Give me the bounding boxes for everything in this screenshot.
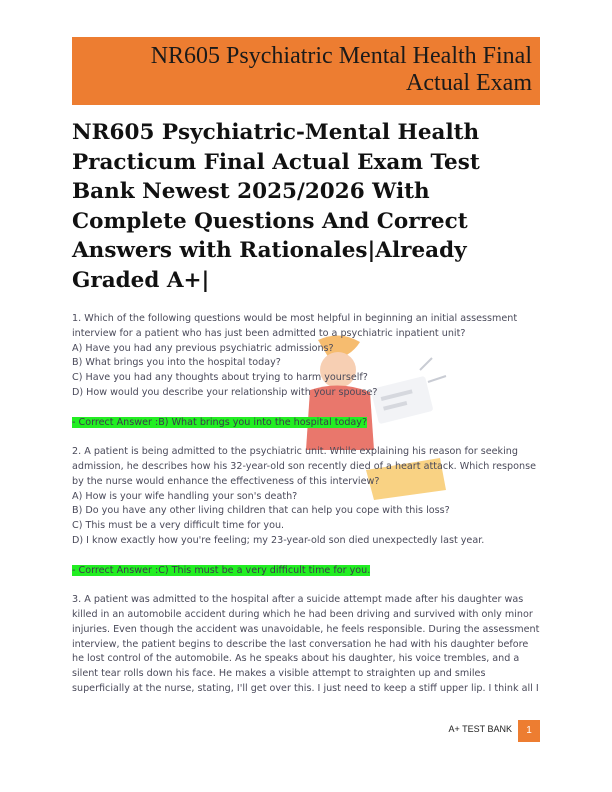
page-number: 1 bbox=[518, 720, 540, 742]
header-banner bbox=[72, 37, 540, 105]
correct-answer: - Correct Answer :C) This must be a very difficult time for you. bbox=[72, 564, 371, 576]
option-c: C) Have you had any thoughts about trying to harm yourself? bbox=[72, 372, 368, 384]
footer-label: A+ TEST BANK bbox=[448, 724, 512, 734]
option-c: C) This must be a very difficult time for you. bbox=[72, 520, 285, 532]
header-title-line1: NR605 Psychiatric Mental Health Final bbox=[150, 43, 532, 69]
option-b: B) What brings you into the hospital today? bbox=[72, 357, 281, 369]
option-d: D) I know exactly how you're feeling; my 23-year-old son died unexpectedly last year. bbox=[72, 534, 485, 546]
question-3 bbox=[72, 593, 542, 697]
question-1 bbox=[72, 312, 542, 445]
option-a: A) How is your wife handling your son's death? bbox=[72, 490, 298, 502]
header-title-line2: Actual Exam bbox=[406, 70, 532, 96]
correct-answer: - Correct Answer :B) What brings you into the hospital today? bbox=[72, 416, 368, 428]
document-title: NR605 Psychiatric-Mental Health Practicum Final Actual Exam Test Bank Newest 2025/2026 With Complete Questions And Correct Answers with Rationales|Already Graded A+| bbox=[72, 120, 480, 293]
question-stem: 1. Which of the following questions would be most helpful in beginning an initial assessment interview for a patient who has just been admitted to a psychiatric inpatient unit? bbox=[72, 313, 518, 339]
question-list bbox=[72, 312, 542, 697]
option-d: D) How would you describe your relationship with your spouse? bbox=[72, 386, 378, 398]
option-b: B) Do you have any other living children that can help you cope with this loss? bbox=[72, 505, 450, 517]
question-stem: 2. A patient is being admitted to the psychiatric unit. While explaining his reason for seeking admission, he describes how his 32-year-old son recently died of a heart attack. Which response by the nurse would enhance the effectiveness of this interview? bbox=[72, 446, 536, 487]
question-2 bbox=[72, 445, 542, 593]
option-a: A) Have you had any previous psychiatric admissions? bbox=[72, 342, 334, 354]
question-stem: 3. A patient was admitted to the hospital after a suicide attempt made after his daughter was killed in an automobile accident during which he had been driving and survived with only minor injuries. Even though the accident was unavoidable, he feels responsible. During the assessment interview, the patient begins to describe the last conversation he had with his daughter before he lost control of the automobile. As he speaks about his daughter, his voice trembles, and a silent tear rolls down his face. He makes a visible attempt to straighten up and smiles superficially at the nurse, stating, I'll get over this. I just need to keep a stiff upper lip. I think all I bbox=[72, 594, 540, 694]
